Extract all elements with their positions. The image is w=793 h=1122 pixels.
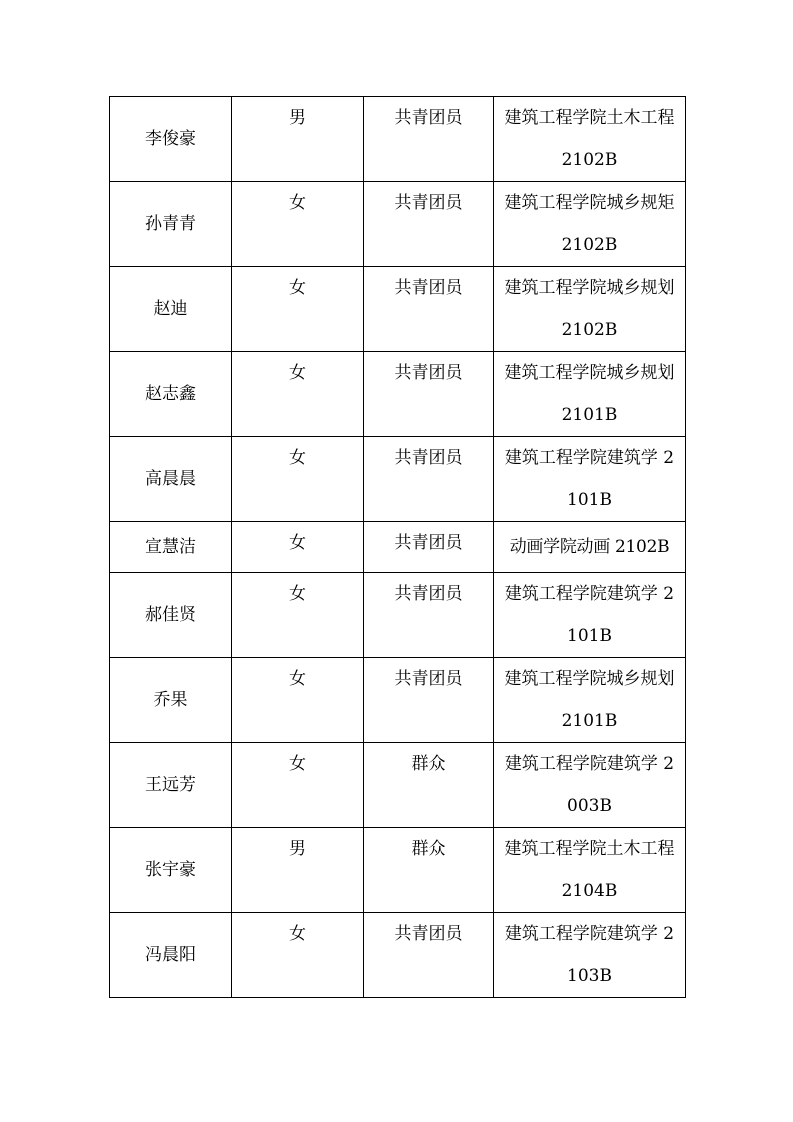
table-row [110, 522, 686, 573]
table-row [110, 828, 686, 913]
class-cell: 建筑工程学院土木工程 2102B [494, 97, 686, 182]
table-row [110, 267, 686, 352]
name-cell: 郝佳贤 [110, 573, 232, 658]
table-row [110, 352, 686, 437]
name-cell: 冯晨阳 [110, 913, 232, 998]
class-cell: 建筑工程学院建筑学 2103B [494, 913, 686, 998]
political-status-cell: 共青团员 [364, 437, 494, 522]
gender-cell: 女 [232, 267, 364, 352]
name-cell: 张宇豪 [110, 828, 232, 913]
class-cell: 建筑工程学院建筑学 2101B [494, 573, 686, 658]
class-cell: 动画学院动画 2102B [494, 522, 686, 573]
name-cell: 高晨晨 [110, 437, 232, 522]
name-cell: 李俊豪 [110, 97, 232, 182]
table-row [110, 182, 686, 267]
gender-cell: 女 [232, 352, 364, 437]
class-cell: 建筑工程学院城乡规矩 2102B [494, 182, 686, 267]
gender-cell: 女 [232, 182, 364, 267]
gender-cell: 男 [232, 828, 364, 913]
political-status-cell: 群众 [364, 828, 494, 913]
class-cell: 建筑工程学院城乡规划 2101B [494, 352, 686, 437]
political-status-cell: 共青团员 [364, 573, 494, 658]
gender-cell: 女 [232, 658, 364, 743]
name-cell: 赵志鑫 [110, 352, 232, 437]
political-status-cell: 共青团员 [364, 267, 494, 352]
name-cell: 宣慧洁 [110, 522, 232, 573]
political-status-cell: 共青团员 [364, 658, 494, 743]
gender-cell: 女 [232, 437, 364, 522]
table-row [110, 743, 686, 828]
political-status-cell: 共青团员 [364, 97, 494, 182]
name-cell: 孙青青 [110, 182, 232, 267]
political-status-cell: 共青团员 [364, 522, 494, 573]
name-cell: 王远芳 [110, 743, 232, 828]
gender-cell: 女 [232, 743, 364, 828]
class-cell: 建筑工程学院土木工程 2104B [494, 828, 686, 913]
class-cell: 建筑工程学院城乡规划 2102B [494, 267, 686, 352]
gender-cell: 女 [232, 573, 364, 658]
class-cell: 建筑工程学院建筑学 2003B [494, 743, 686, 828]
political-status-cell: 共青团员 [364, 182, 494, 267]
name-cell: 乔果 [110, 658, 232, 743]
name-cell: 赵迪 [110, 267, 232, 352]
class-cell: 建筑工程学院城乡规划 2101B [494, 658, 686, 743]
gender-cell: 女 [232, 913, 364, 998]
table-row [110, 437, 686, 522]
table-row [110, 573, 686, 658]
class-cell: 建筑工程学院建筑学 2101B [494, 437, 686, 522]
political-status-cell: 群众 [364, 743, 494, 828]
gender-cell: 男 [232, 97, 364, 182]
table-row [110, 97, 686, 182]
table-row [110, 658, 686, 743]
gender-cell: 女 [232, 522, 364, 573]
political-status-cell: 共青团员 [364, 913, 494, 998]
political-status-cell: 共青团员 [364, 352, 494, 437]
table-row [110, 913, 686, 998]
member-roster-table [109, 96, 686, 998]
